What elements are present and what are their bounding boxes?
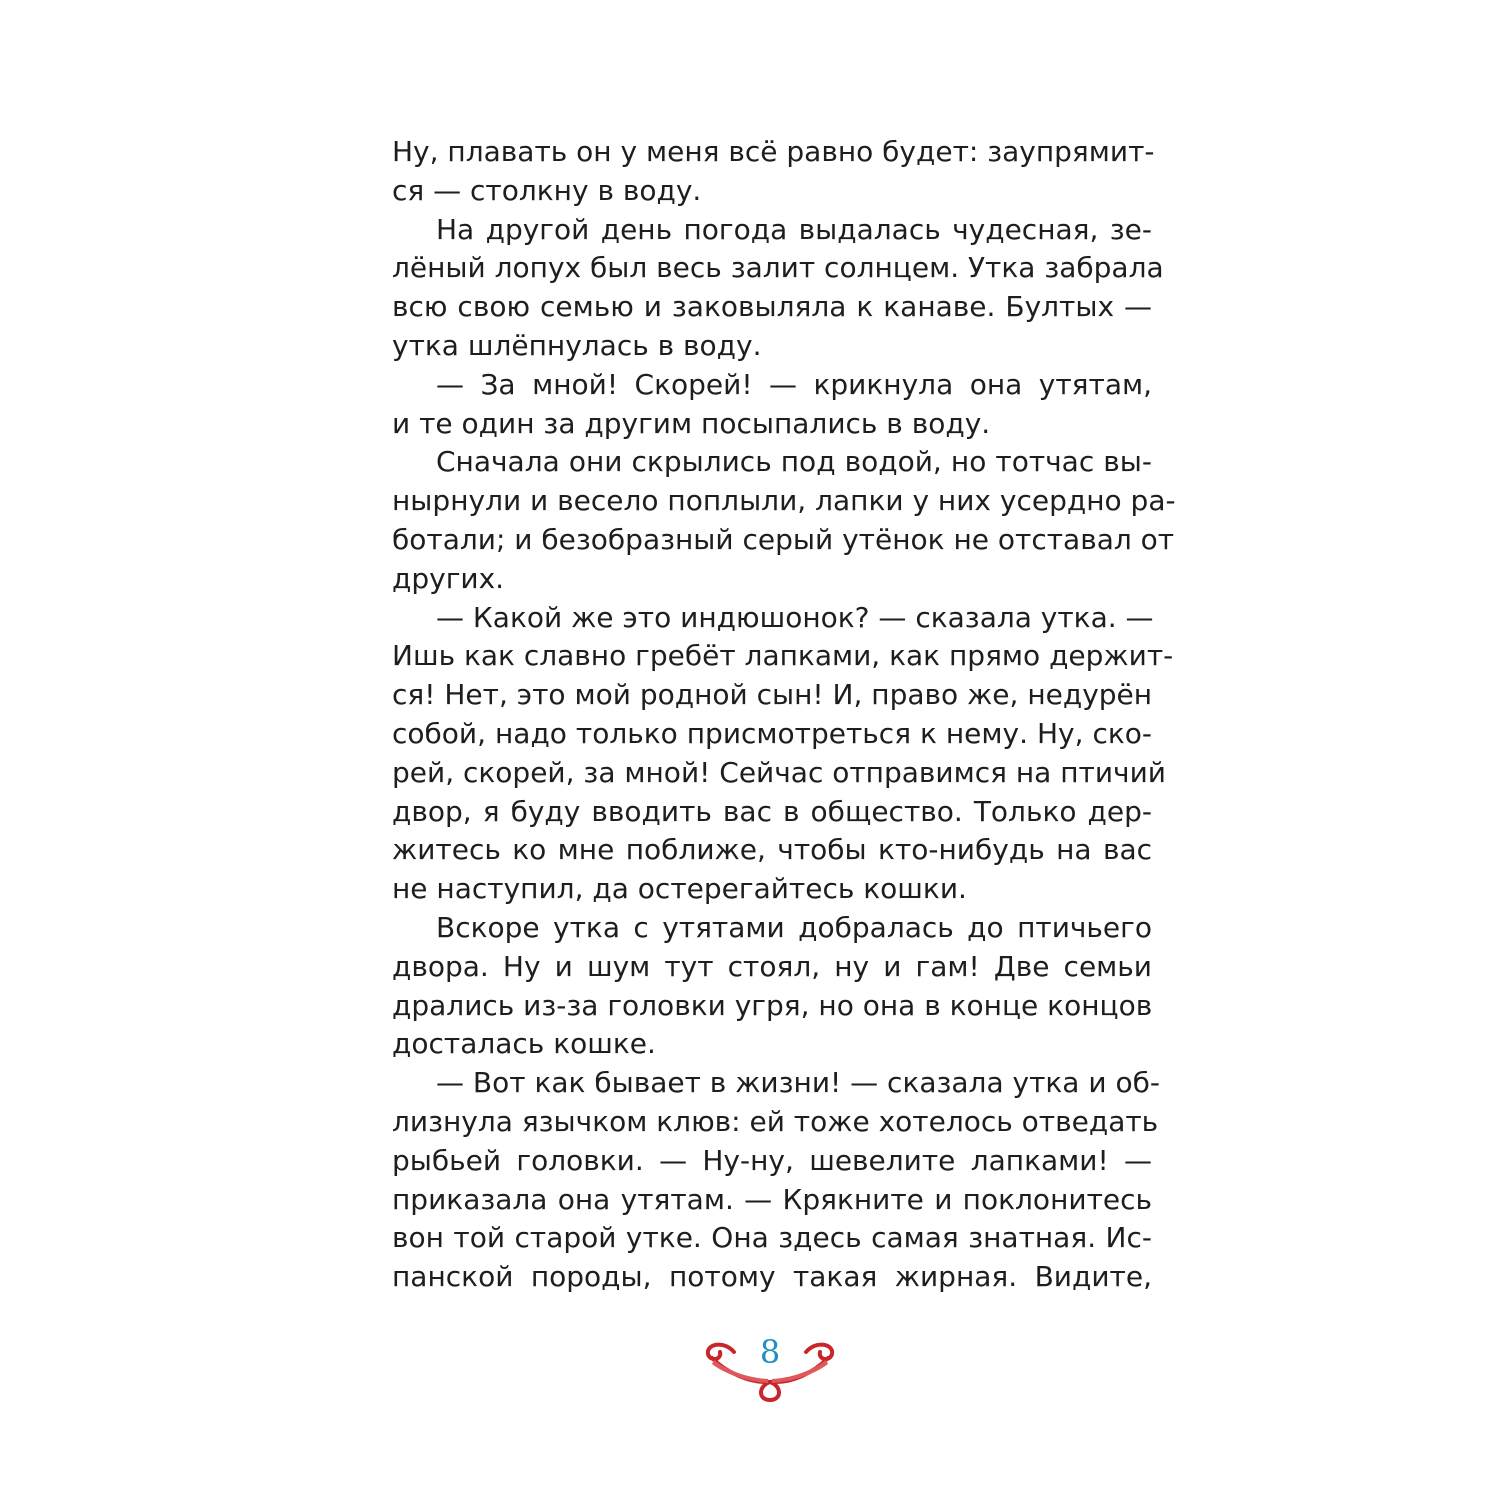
text-line: нырнули и весело поплыли, лапки у них усердно ра- [392,484,1176,518]
text-line: двора. Ну и шум тут стоял, ну и гам! Две семьи [392,949,1152,983]
text-line: лёный лопух был весь залит солнцем. Утка забрала [392,251,1164,285]
text-line: — Вот как бывает в жизни! — сказала утка и об- [436,1066,1160,1100]
text-line: ся — столкну в воду. [392,173,702,207]
text-line: приказала она утятам. — Крякните и поклонитесь [392,1182,1152,1216]
text-line: собой, надо только присмотреться к нему. Ну, ско- [392,716,1152,750]
page-number: 8 [759,1333,781,1371]
text-line: ботали; и безобразный серый утёнок не отставал от [392,522,1175,556]
text-line: Ишь как славно гребёт лапками, как прямо держит- [392,639,1174,673]
text-line: дрались из-за головки угря, но она в конце концов [392,988,1153,1022]
text-line: досталась кошке. [392,1027,656,1061]
text-line: рей, скорей, за мной! Сейчас отправимся на птичий [392,755,1166,789]
text-line: лизнула язычком клюв: ей тоже хотелось отведать [392,1104,1159,1138]
text-line: не наступил, да остерегайтесь кошки. [392,872,967,906]
text-line: — За мной! Скорей! — крикнула она утятам, [436,367,1152,401]
text-line: Вскоре утка с утятами добралась до птичьего [436,910,1152,944]
text-line: — Какой же это индюшонок? — сказала утка. — [436,600,1154,634]
text-line: и те один за другим посыпались в воду. [392,406,991,440]
text-line: рыбьей головки. — Ну-ну, шевелите лапками! — [392,1143,1152,1177]
text-line: панской породы, потому такая жирная. Видите, [392,1260,1152,1294]
text-line: других. [392,561,505,595]
text-line: двор, я буду вводить вас в общество. Только дер- [392,794,1152,828]
body-text [392,133,1176,1297]
text-line: житесь ко мне поближе, чтобы кто-нибудь на вас [392,833,1152,867]
text-line: всю свою семью и заковыляла к канаве. Бултых — [392,290,1152,324]
text-line: Сначала они скрылись под водой, но тотчас вы- [436,445,1152,479]
text-line: На другой день погода выдалась чудесная, зе- [436,212,1152,246]
text-line: утка шлёпнулась в воду. [392,328,762,362]
text-line: ся! Нет, это мой родной сын! И, право же, недурён [392,678,1153,712]
text-line: вон той старой утке. Она здесь самая знатная. Ис- [392,1221,1152,1255]
text-line: Ну, плавать он у меня всё равно будет: заупрямит- [392,135,1155,168]
page-footer [700,1330,840,1405]
